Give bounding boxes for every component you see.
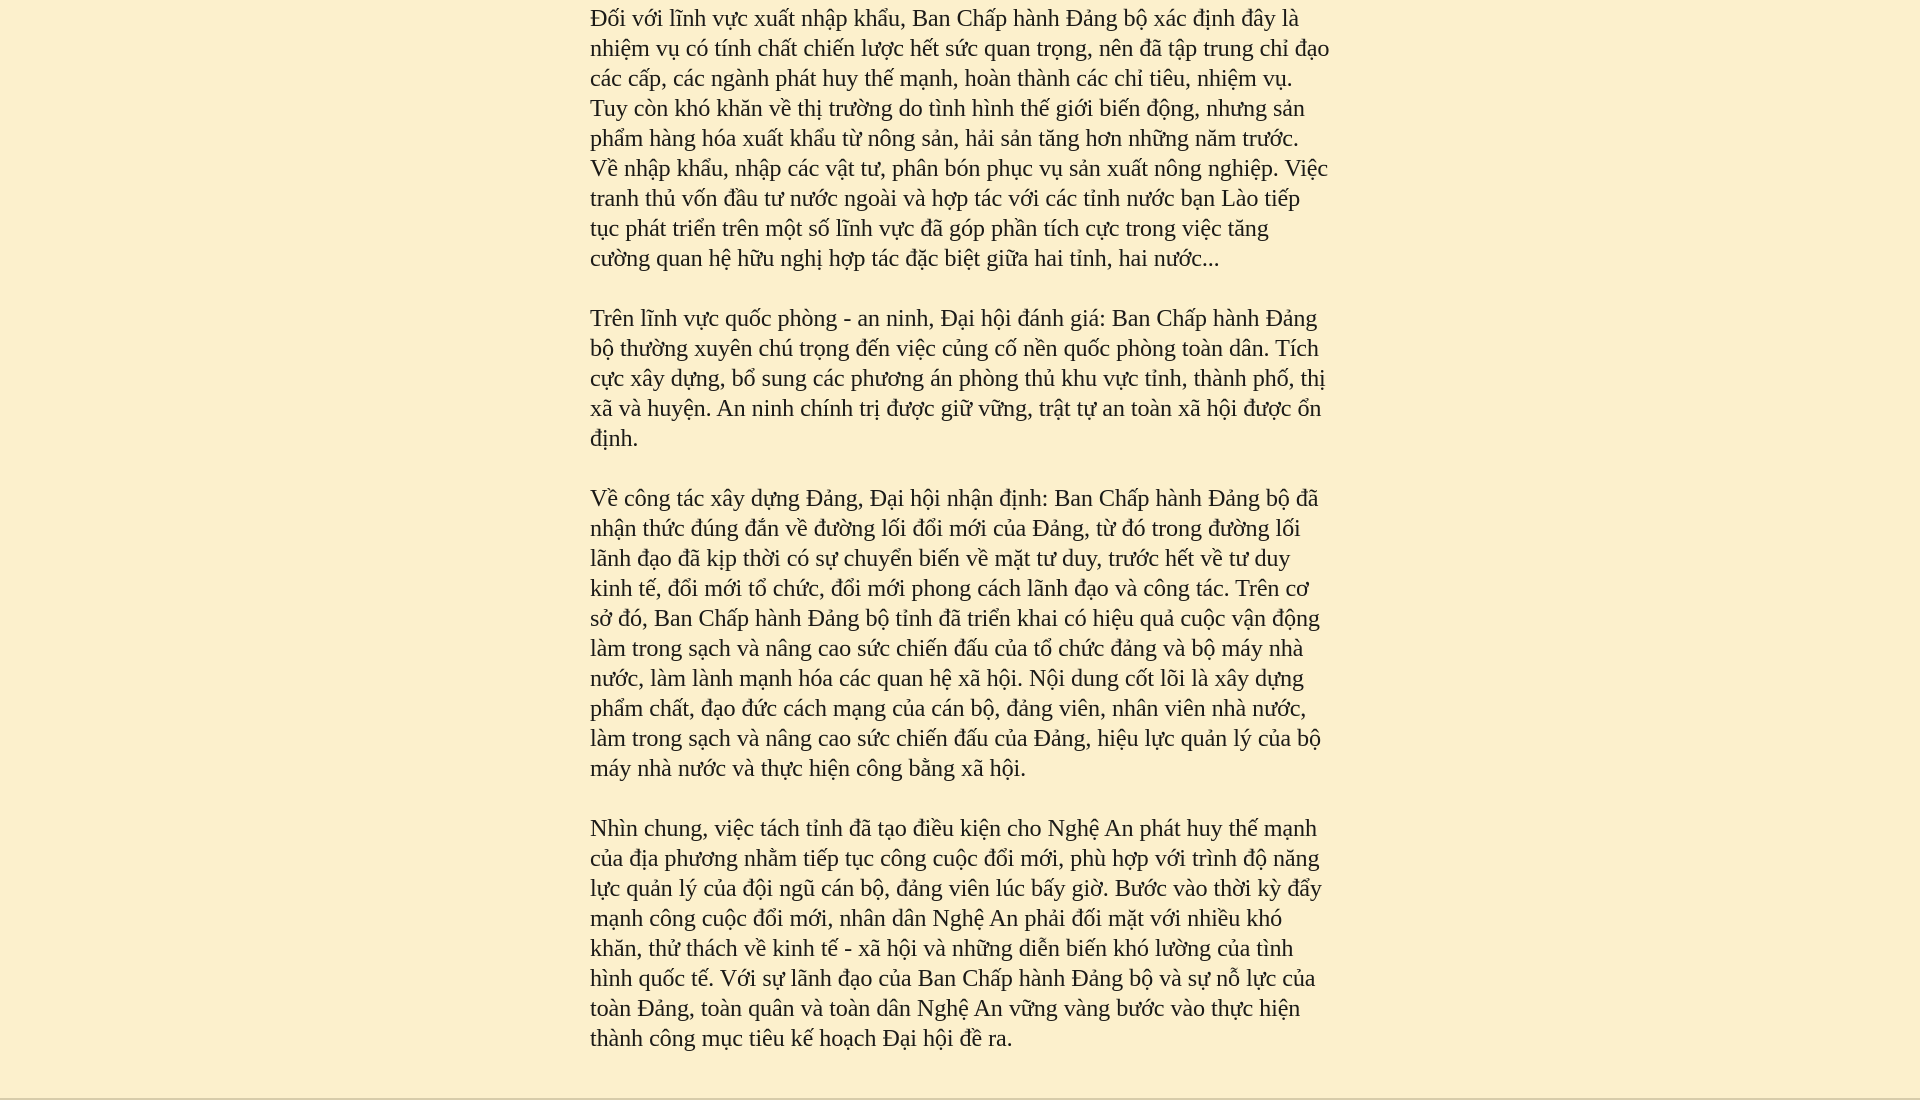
- paragraph-import-export: Đối với lĩnh vực xuất nhập khẩu, Ban Chấp hành Đảng bộ xác định đây là nhiệm vụ có tính chất chiến lược hết sức quan trọng, nên đã tập trung chỉ đạo các cấp, các ngành phát huy thế mạnh, hoàn thành các chỉ tiêu, nhiệm vụ. Tuy còn khó khăn về thị trường do tình hình thế giới biến động, nhưng sản phẩm hàng hóa xuất khẩu từ nông sản, hải sản tăng hơn những năm trước. Về nhập khẩu, nhập các vật tư, phân bón phục vụ sản xuất nông nghiệp. Việc tranh thủ vốn đầu tư nước ngoài và hợp tác với các tỉnh nước bạn Lào tiếp tục phát triển trên một số lĩnh vực đã góp phần tích cực trong việc tăng cường quan hệ hữu nghị hợp tác đặc biệt giữa hai tỉnh, hai nước...: [590, 5, 1330, 272]
- paragraph-defense-security: Trên lĩnh vực quốc phòng - an ninh, Đại hội đánh giá: Ban Chấp hành Đảng bộ thường xuyên chú trọng đến việc củng cố nền quốc phòng toàn dân. Tích cực xây dựng, bổ sung các phương án phòng thủ khu vực tỉnh, thành phố, thị xã và huyện. An ninh chính trị được giữ vững, trật tự an toàn xã hội được ổn định.: [590, 305, 1326, 452]
- paragraph-conclusion: Nhìn chung, việc tách tỉnh đã tạo điều kiện cho Nghệ An phát huy thế mạnh của địa phương nhằm tiếp tục công cuộc đổi mới, phù hợp với trình độ năng lực quản lý của đội ngũ cán bộ, đảng viên lúc bấy giờ. Bước vào thời kỳ đẩy mạnh công cuộc đổi mới, nhân dân Nghệ An phải đối mặt với nhiều khó khăn, thử thách về kinh tế - xã hội và những diễn biến khó lường của tình hình quốc tế. Với sự lãnh đạo của Ban Chấp hành Đảng bộ và sự nỗ lực của toàn Đảng, toàn quân và toàn dân Nghệ An vững vàng bước vào thực hiện thành công mục tiêu kế hoạch Đại hội đề ra.: [590, 815, 1322, 1052]
- paragraph-party-building: Về công tác xây dựng Đảng, Đại hội nhận định: Ban Chấp hành Đảng bộ đã nhận thức đúng đắn về đường lối đổi mới của Đảng, từ đó trong đường lối lãnh đạo đã kịp thời có sự chuyển biến về mặt tư duy, trước hết về tư duy kinh tế, đổi mới tổ chức, đổi mới phong cách lãnh đạo và công tác. Trên cơ sở đó, Ban Chấp hành Đảng bộ tỉnh đã triển khai có hiệu quả cuộc vận động làm trong sạch và nâng cao sức chiến đấu của tổ chức đảng và bộ máy nhà nước, làm lành mạnh hóa các quan hệ xã hội. Nội dung cốt lõi là xây dựng phẩm chất, đạo đức cách mạng của cán bộ, đảng viên, nhân viên nhà nước, làm trong sạch và nâng cao sức chiến đấu của Đảng, hiệu lực quản lý của bộ máy nhà nước và thực hiện công bằng xã hội.: [590, 485, 1321, 782]
- text-column: [590, 4, 1332, 1054]
